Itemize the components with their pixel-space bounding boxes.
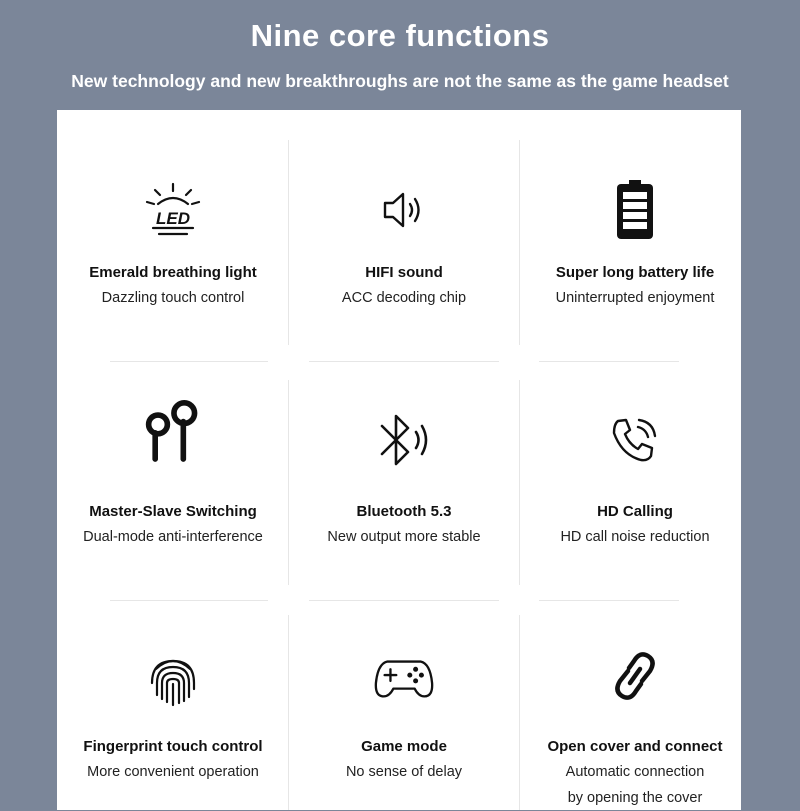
bluetooth-icon xyxy=(374,408,434,472)
feature-title: HD Calling xyxy=(597,503,673,520)
feature-description: by opening the cover xyxy=(567,790,703,806)
grid-divider xyxy=(519,380,520,585)
feature-description: HD call noise reduction xyxy=(560,529,710,545)
grid-divider xyxy=(110,361,268,362)
feature-title: HIFI sound xyxy=(365,264,443,281)
feature-title: Master-Slave Switching xyxy=(89,503,257,520)
phone-call-icon xyxy=(605,408,665,472)
page-title: Nine core functions xyxy=(250,18,550,53)
grid-divider xyxy=(519,140,520,345)
led-light-icon xyxy=(143,178,203,242)
svg-text:LED: LED xyxy=(156,209,190,228)
feature-description: No sense of delay xyxy=(345,764,463,780)
feature-description: Automatic connection xyxy=(565,764,705,780)
grid-divider xyxy=(539,600,679,601)
grid-divider xyxy=(110,600,268,601)
grid-divider xyxy=(309,600,499,601)
feature-description: Dazzling touch control xyxy=(101,290,245,306)
earbuds-icon xyxy=(143,398,203,462)
feature-title: Fingerprint touch control xyxy=(83,738,263,755)
grid-divider xyxy=(309,361,499,362)
feature-title: Emerald breathing light xyxy=(89,264,257,281)
grid-divider xyxy=(288,380,289,585)
feature-title: Bluetooth 5.3 xyxy=(356,503,452,520)
gamepad-icon xyxy=(374,646,434,710)
feature-title: Open cover and connect xyxy=(547,738,723,755)
fingerprint-icon xyxy=(143,648,203,712)
page-subtitle: New technology and new breakthroughs are not the same as the game headset xyxy=(71,71,729,91)
battery-icon xyxy=(605,178,665,242)
feature-description: Uninterrupted enjoyment xyxy=(555,290,715,306)
grid-divider xyxy=(539,361,679,362)
features-panel xyxy=(57,110,741,810)
feature-description: Dual-mode anti-interference xyxy=(83,529,263,545)
feature-description: More convenient operation xyxy=(87,764,259,780)
grid-divider xyxy=(288,140,289,345)
feature-title: Game mode xyxy=(361,738,447,755)
speaker-icon xyxy=(374,178,434,242)
feature-title: Super long battery life xyxy=(555,264,715,281)
feature-description: New output more stable xyxy=(327,529,481,545)
feature-description: ACC decoding chip xyxy=(341,290,467,306)
link-icon xyxy=(605,644,665,708)
